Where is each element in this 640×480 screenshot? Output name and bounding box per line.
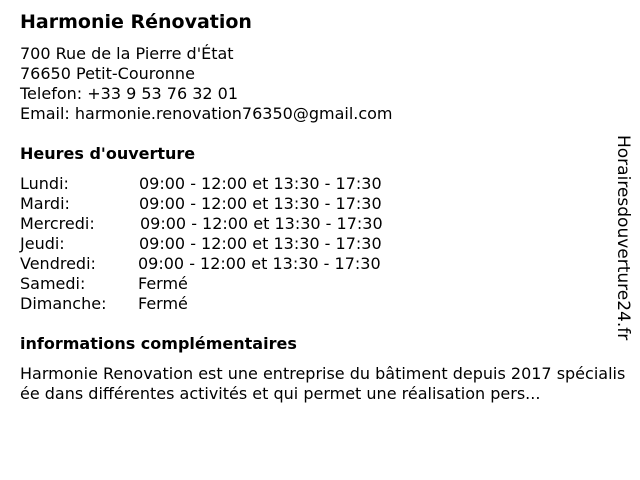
site-watermark: Horairesdouverture24.fr [613, 135, 633, 341]
opening-hours-list [20, 174, 620, 314]
contact-block [20, 44, 393, 124]
hours-row-friday [20, 254, 620, 274]
hours-row-saturday [20, 274, 620, 294]
hours-row-monday [20, 174, 620, 194]
phone-number: Telefon: +33 9 53 76 32 01 [20, 84, 239, 103]
hours-row-thursday [20, 234, 620, 254]
hours-row-wednesday [20, 214, 620, 234]
day-label: Mercredi: [20, 214, 95, 233]
opening-hours-heading: Heures d'ouverture [20, 144, 196, 163]
hours-row-tuesday [20, 194, 620, 214]
day-label: Samedi: [20, 274, 86, 293]
hours-row-sunday [20, 294, 620, 314]
day-label: Lundi: [20, 174, 69, 193]
email-address: Email: harmonie.renovation76350@gmail.com [20, 104, 393, 123]
additional-info-heading: informations complémentaires [20, 334, 297, 353]
day-hours: Fermé [138, 274, 188, 293]
day-label: Vendredi: [20, 254, 96, 273]
business-description: Harmonie Renovation est une entreprise du bâtiment depuis 2017 spécialisée dans différentes activités et qui permet une réalisation pers... [20, 364, 626, 403]
day-label: Mardi: [20, 194, 70, 213]
day-hours: 09:00 - 12:00 et 13:30 - 17:30 [139, 194, 382, 213]
day-label: Jeudi: [20, 234, 65, 253]
business-name: Harmonie Rénovation [20, 11, 252, 33]
street-address: 700 Rue de la Pierre d'État [20, 44, 234, 63]
day-hours: 09:00 - 12:00 et 13:30 - 17:30 [139, 174, 382, 193]
city-postal-code: 76650 Petit-Couronne [20, 64, 195, 83]
day-hours: 09:00 - 12:00 et 13:30 - 17:30 [140, 214, 383, 233]
day-label: Dimanche: [20, 294, 107, 313]
day-hours: Fermé [138, 294, 188, 313]
day-hours: 09:00 - 12:00 et 13:30 - 17:30 [139, 234, 382, 253]
day-hours: 09:00 - 12:00 et 13:30 - 17:30 [138, 254, 381, 273]
